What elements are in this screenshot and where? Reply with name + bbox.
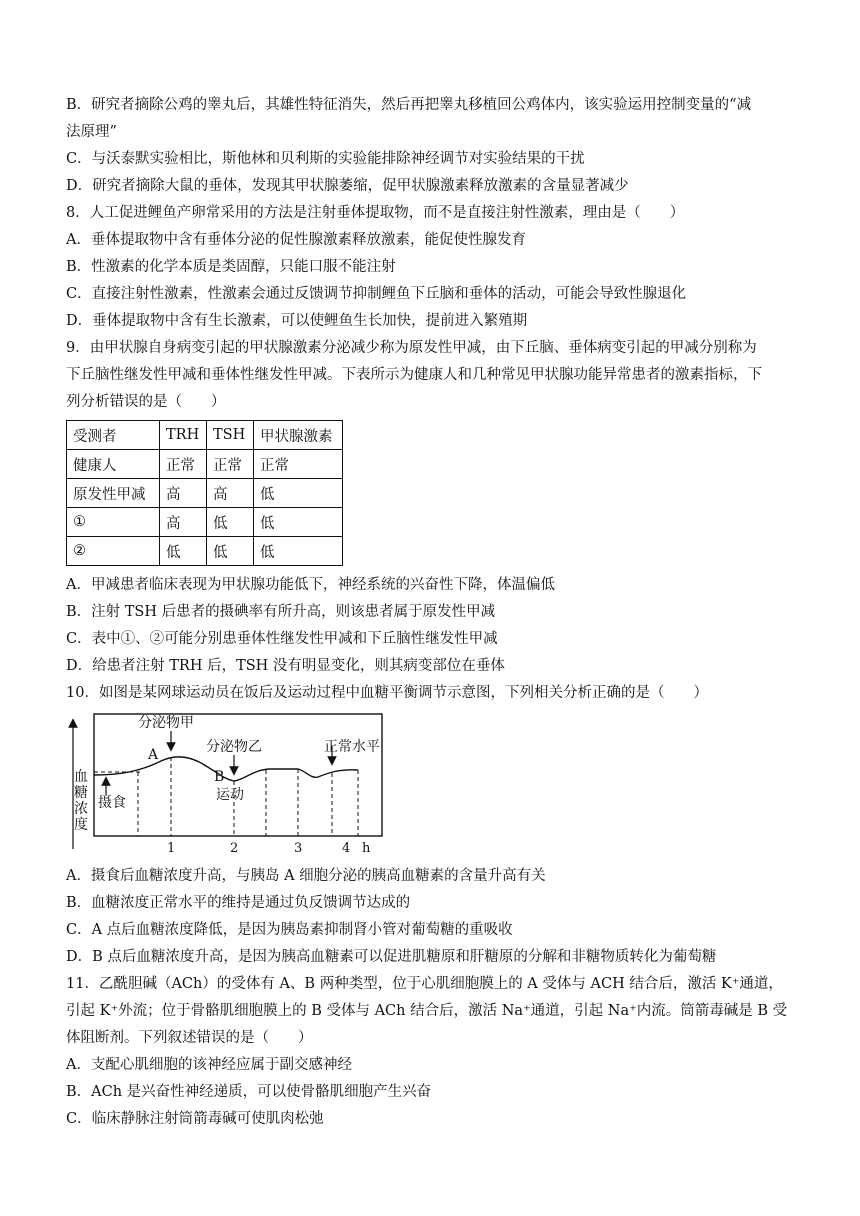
secrete-b-label: 分泌物乙 (206, 739, 262, 755)
point-b-label: B (214, 769, 225, 785)
table-row (67, 508, 343, 537)
q10-option-b: B．血糖浓度正常水平的维持是通过负反馈调节达成的 (66, 895, 411, 911)
table-row (67, 450, 343, 479)
q11-option-a: A．支配心肌细胞的该神经应属于副交感神经 (66, 1057, 352, 1073)
table-cell: ② (67, 537, 160, 566)
figure-frame (94, 714, 382, 836)
ylabel-char: 血 (74, 769, 88, 785)
q11-stem-line2: 引起 K⁺外流；位于骨骼肌细胞膜上的 B 受体与 ACh 结合后，激活 Na⁺通道，引起 Na⁺内流。筒箭毒碱是 B 受 (66, 1003, 788, 1019)
x-tick-label: 1 (167, 841, 176, 856)
x-tick-label: 4 (342, 841, 351, 856)
table-row (67, 537, 343, 566)
q8-stem: 8．人工促进鲤鱼产卵常采用的方法是注射垂体提取物，而不是直接注射性激素，理由是（ ） (66, 205, 685, 221)
ylabel-char: 浓 (74, 801, 88, 817)
exercise-label: 运动 (216, 787, 244, 803)
q9-option-a: A．甲减患者临床表现为甲状腺功能低下，神经系统的兴奋性下降，体温偏低 (66, 577, 555, 593)
q7-option-b-line2: 法原理” (66, 124, 117, 140)
q8-option-b: B．性激素的化学本质是类固醇，只能口服不能注射 (66, 259, 396, 275)
q7-option-b-line1: B．研究者摘除公鸡的睾丸后，其雄性特征消失，然后再把睾丸移植回公鸡体内，该实验运用控制变量的“减 (66, 97, 752, 113)
table-cell: ① (67, 508, 160, 537)
table-cell: 正常 (254, 450, 343, 479)
eat-label: 摄食 (98, 795, 126, 811)
q8-option-a: A．垂体提取物中含有垂体分泌的促性腺激素释放激素，能促使性腺发育 (66, 232, 526, 248)
table-cell: 低 (207, 508, 254, 537)
q9-hormone-table (66, 420, 343, 566)
q9-option-d: D．给患者注射 TRH 后，TSH 没有明显变化，则其病变部位在垂体 (66, 658, 505, 674)
table-cell: 高 (160, 479, 207, 508)
q7-option-c: C．与沃泰默实验相比，斯他林和贝利斯的实验能排除神经调节对实验结果的干扰 (66, 151, 585, 167)
q10-stem: 10．如图是某网球运动员在饭后及运动过程中血糖平衡调节示意图，下列相关分析正确的是（ ） (66, 685, 708, 701)
x-tick-label: 3 (294, 841, 303, 856)
table-header-row (67, 421, 343, 450)
q11-option-c: C．临床静脉注射筒箭毒碱可使肌肉松弛 (66, 1111, 324, 1127)
blood-glucose-svg (66, 709, 386, 859)
normal-level-label: 正常水平 (324, 739, 380, 755)
q10-option-c: C．A 点后血糖浓度降低，是因为胰岛素抑制肾小管对葡萄糖的重吸收 (66, 922, 513, 938)
q8-option-d: D．垂体提取物中含有生长激素，可以使鲤鱼生长加快，提前进入繁殖期 (66, 313, 528, 329)
table-cell: 正常 (160, 450, 207, 479)
table-cell: 低 (160, 537, 207, 566)
q9-stem-line1: 9．由甲状腺自身病变引起的甲状腺激素分泌减少称为原发性甲减，由下丘脑、垂体病变引起的甲减分别称为 (66, 340, 757, 356)
blood-glucose-figure (66, 709, 386, 859)
table-cell: 高 (160, 508, 207, 537)
table-cell: 健康人 (67, 450, 160, 479)
ylabel-char: 糖 (74, 785, 88, 801)
ylabel-char: 度 (74, 817, 88, 833)
table-header-cell: 甲状腺激素 (254, 421, 343, 450)
table-cell: 低 (254, 537, 343, 566)
secrete-a-label: 分泌物甲 (138, 715, 194, 731)
table-header-cell: 受测者 (67, 421, 160, 450)
q11-stem-line1: 11．乙酰胆碱（ACh）的受体有 A、B 两种类型，位于心肌细胞膜上的 A 受体与 ACH 结合后，激活 K⁺通道， (66, 976, 783, 992)
q7-option-d: D．研究者摘除大鼠的垂体，发现其甲状腺萎缩，促甲状腺激素释放激素的含量显著减少 (66, 178, 629, 194)
table-header-cell: TRH (160, 421, 207, 450)
q8-option-c: C．直接注射性激素，性激素会通过反馈调节抑制鲤鱼下丘脑和垂体的活动，可能会导致性腺退化 (66, 286, 687, 302)
q9-option-b: B．注射 TSH 后患者的摄碘率有所升高，则该患者属于原发性甲减 (66, 604, 496, 620)
q11-stem-line3: 体阻断剂。下列叙述错误的是（ ） (66, 1030, 313, 1046)
table-cell: 低 (207, 537, 254, 566)
point-a-label: A (148, 747, 159, 763)
table-row (67, 479, 343, 508)
q9-option-c: C．表中①、②可能分别患垂体性继发性甲减和下丘脑性继发性甲减 (66, 631, 498, 647)
q10-option-d: D．B 点后血糖浓度升高，是因为胰高血糖素可以促进肌糖原和肝糖原的分解和非糖物质转化为葡萄糖 (66, 949, 717, 965)
q10-option-a: A．摄食后血糖浓度升高，与胰岛 A 细胞分泌的胰高血糖素的含量升高有关 (66, 868, 546, 884)
glucose-curve (94, 757, 358, 781)
q9-stem-line2: 下丘脑性继发性甲减和垂体性继发性甲减。下表所示为健康人和几种常见甲状腺功能异常患者的激素指标，下 (66, 367, 762, 383)
x-tick-label: 2 (230, 841, 239, 856)
table-header-cell: TSH (207, 421, 254, 450)
x-unit-label: h (362, 841, 371, 856)
table-cell: 低 (254, 479, 343, 508)
table-cell: 原发性甲减 (67, 479, 160, 508)
table-cell: 高 (207, 479, 254, 508)
table-cell: 低 (254, 508, 343, 537)
q11-option-b: B．ACh 是兴奋性神经递质，可以使骨骼肌细胞产生兴奋 (66, 1084, 432, 1100)
table-cell: 正常 (207, 450, 254, 479)
exam-page (66, 92, 794, 1133)
q9-stem-line3: 列分析错误的是（ ） (66, 394, 226, 410)
